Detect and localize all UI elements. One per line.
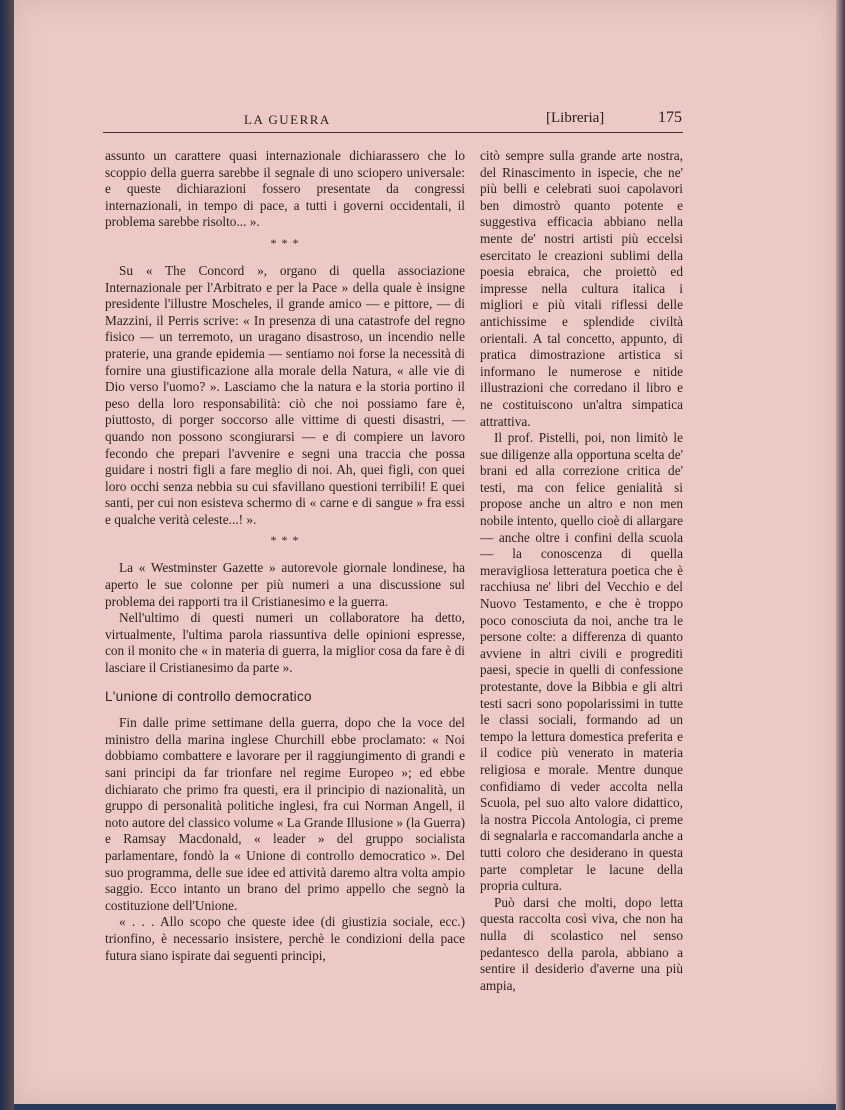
paragraph: Su « The Concord », organo di quella associazione Internazionale per l'Arbitrato e per la Pace » della quale è insigne presidente l'illustre Moscheles, il grande amico — e pittore, — di Mazzini, il Perris scrive: « In presenza di una catastrofe del regno fisico — un terremoto, un uragano disastroso, un incendio nelle praterie, una grande epidemia — sentiamo noi forse la necessità di fornire una giustificazione alla morale della Natura, « alle vie di Dio verso l'uomo? ». Lasciamo che la natura e la storia portino il peso della loro responsabilità: ciò che noi possiamo fare è, piuttosto, di porger soccorso alle vittime di questi disastri, — quando non possono scongiurarsi — e di compiere un lavoro fecondo che prepari l'avvenire e segni una traccia che possa guidare i nostri figli a fare meglio di noi. Ah, quei figli, con quei loro occhi senza nebbia su cui sfavillano questioni terribili! E quei santi, per cui non esisteva schermo di « carne e di sangue » fra essi e qualche verità celeste...! ». bbox=[105, 262, 465, 527]
paragraph: Fin dalle prime settimane della guerra, dopo che la voce del ministro della marina inglese Churchill ebbe proclamato: « Noi dobbiamo combattere e lavorare per il raggiungimento di grandi e sani principi da far trionfare nel regime Europeo »; ed ebbe dichiarato che primo fra questi, era il principio di nazionalità, un gruppo di personalità politiche inglesi, fra cui Norman Angell, il noto autore del classico volume « La Grande Illusione » (la Guerra) e Ramsay Macdonald, « leader » del gruppo socialista parlamentare, fondò la « Unione di controllo democratico ». Del suo programma, delle sue idee ed attività daremo altra volta ampio saggio. Ecco intanto un brano del primo appello che segnò la costituzione dell'Unione. bbox=[105, 715, 465, 913]
page-number: 175 bbox=[658, 109, 682, 126]
paragraph: Il prof. Pistelli, poi, non limitò le sue diligenze alla opportuna scelta de' brani ed alla correzione critica de' testi, ma con felice genialità si propose anche un altro e non men nobile intento, quello cioè di allargare — anche oltre i confini della scuola — la conoscenza di quella meravigliosa letteratura poetica che è racchiusa ne' libri del Vecchio e del Nuovo Testamento, e che è troppo poco conosciuta da noi, anche tra le persone colte: a differenza di quanto avviene in altri civili e progrediti paesi, specie in quelli di confessione protestante, dove la Bibbia e gli altri testi sacri sono popolarissimi in tutte le classi sociali, formando ad un tempo la lettura domestica preferita e il codice più venerato in materia religiosa e morale. Mentre dunque confidiamo di veder accolta nella Scuola, pel suo alto valore didattico, la nostra Piccola Antologia, ci preme di segnalarla e raccomandarla anche a tutti coloro che desiderano in questa parte completar le lacune della propria cultura. bbox=[480, 430, 683, 894]
paragraph: La « Westminster Gazette » autorevole giornale londinese, ha aperto le sue colonne per più numeri a una discussione sul problema dei rapporti tra il Cristianesimo e la guerra. bbox=[105, 560, 465, 609]
page-edge bbox=[836, 0, 845, 1110]
paragraph: Nell'ultimo di questi numeri un collaboratore ha detto, virtualmente, l'ultima parola riassuntiva delle opinioni espresse, con il monito che « in materia di guerra, la miglior cosa da fare è di lasciare il Cristianesimo da parte ». bbox=[105, 610, 465, 676]
section-separator: * * * bbox=[270, 235, 300, 250]
running-title: LA GUERRA bbox=[244, 112, 331, 127]
book-spine-shadow bbox=[0, 0, 14, 1110]
section-label: [Libreria] bbox=[546, 110, 605, 126]
right-column bbox=[480, 148, 683, 994]
paragraph: Può darsi che molti, dopo letta questa raccolta così viva, che non ha nulla di scolastico nel senso pedantesco della parola, abbiano a sentire il desiderio d'averne una più ampia, bbox=[480, 894, 683, 993]
paragraph: « . . . Allo scopo che queste idee (di giustizia sociale, ecc.) trionfino, è necessario insistere, perchè le condizioni della pace futura siano ispirate dai seguenti principi, bbox=[105, 914, 465, 963]
paragraph: assunto un carattere quasi internazionale dichiarassero che lo scoppio della guerra sarebbe il segnale di uno sciopero universale: e queste dichiarazioni fossero presentate da congressi internazionali, in tempo di pace, a tutti i governi occidentali, il problema sarebbe risolto... ». bbox=[105, 148, 465, 230]
left-column bbox=[105, 148, 465, 964]
header-rule bbox=[103, 132, 683, 133]
paragraph: citò sempre sulla grande arte nostra, del Rinascimento in ispecie, che ne' più belli e celebrati suoi capolavori ben dimostrò quanto potente e suggestiva efficacia abbiano nella mente de' nostri artisti più eccelsi esercitato le creazioni sublimi della poesia ebraica, che proiettò ed impresse nella cultura italica i migliori e più vitali riflessi delle antichissime e splendide civiltà orientali. A tal concetto, appunto, di pratica dimostrazione artistica si informano le numerose e nitide illustrazioni che corredano il libro e ne costituiscono un'altra simpatica attrattiva. bbox=[480, 148, 683, 429]
running-header bbox=[230, 110, 682, 132]
section-separator: * * * bbox=[270, 533, 300, 548]
section-heading: L'unione di controllo democratico bbox=[105, 688, 312, 704]
